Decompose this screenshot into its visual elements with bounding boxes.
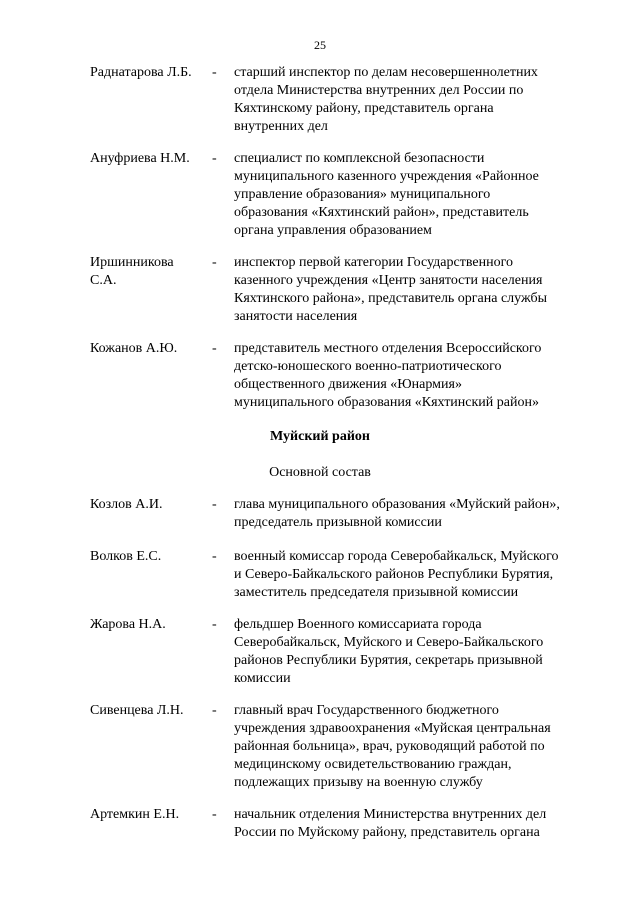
dash: -	[212, 341, 217, 356]
page-number: 25	[314, 38, 326, 52]
member-name	[90, 806, 210, 824]
name-line: Жарова Н.А.	[90, 617, 166, 632]
member-name	[90, 548, 210, 566]
role-line: управление образования» муниципального	[234, 187, 491, 202]
role-line: занятости населения	[234, 309, 358, 324]
name-line: Волков Е.С.	[90, 549, 162, 564]
role-line: детско-юношеского военно-патриотического	[234, 359, 502, 374]
role-line: муниципального образования «Кяхтинский район»	[234, 395, 539, 410]
role-line: комиссии	[234, 671, 291, 686]
role-line: России по Муйскому району, представитель органа	[234, 825, 540, 840]
member-role	[234, 806, 584, 842]
role-line: Кяхтинского района», представитель органа службы	[234, 291, 548, 306]
member-name	[90, 496, 210, 514]
dash: -	[212, 807, 217, 822]
role-line: председатель призывной комиссии	[234, 515, 442, 530]
role-line: медицинскому освидетельствованию граждан,	[234, 757, 512, 772]
role-line: общественного движения «Юнармия»	[234, 377, 462, 392]
composition-subheading: Основной состав	[269, 465, 371, 480]
role-line: органа управления образованием	[234, 223, 432, 238]
role-line: глава муниципального образования «Муйский район»,	[234, 497, 560, 512]
role-line: районов Республики Бурятия, секретарь призывной	[234, 653, 543, 668]
member-role	[234, 496, 584, 532]
name-line: Кожанов А.Ю.	[90, 341, 178, 356]
dash: -	[212, 497, 217, 512]
role-line: фельдшер Военного комиссариата города	[234, 617, 482, 632]
role-line: главный врач Государственного бюджетного	[234, 703, 499, 718]
name-line: Иршинникова	[90, 255, 174, 270]
role-line: отдела Министерства внутренних дел России по	[234, 83, 524, 98]
dash: -	[212, 617, 217, 632]
dash: -	[212, 151, 217, 166]
name-line: Козлов А.И.	[90, 497, 163, 512]
role-line: начальник отделения Министерства внутренних дел	[234, 807, 547, 822]
member-role	[234, 254, 584, 326]
role-line: подлежащих призыву на военную службу	[234, 775, 483, 790]
name-line: Артемкин Е.Н.	[90, 807, 180, 822]
role-line: Северобайкальск, Муйского и Северо-Байкальского	[234, 635, 544, 650]
member-role	[234, 150, 584, 240]
member-name	[90, 64, 210, 82]
name-line: С.А.	[90, 273, 117, 288]
member-role	[234, 340, 584, 412]
role-line: внутренних дел	[234, 119, 328, 134]
role-line: районная больница», врач, руководящий работой по	[234, 739, 545, 754]
member-name	[90, 616, 210, 634]
role-line: старший инспектор по делам несовершеннолетних	[234, 65, 538, 80]
role-line: казенного учреждения «Центр занятости населения	[234, 273, 543, 288]
role-line: и Северо-Байкальского районов Республики Бурятия,	[234, 567, 554, 582]
role-line: Кяхтинскому районy, представитель органа	[234, 101, 494, 116]
role-line: специалист по комплексной безопасности	[234, 151, 485, 166]
role-line: заместитель председателя призывной комиссии	[234, 585, 519, 600]
member-name	[90, 340, 210, 358]
dash: -	[212, 703, 217, 718]
member-name	[90, 150, 210, 168]
role-line: образования «Кяхтинский район», представитель	[234, 205, 529, 220]
member-role	[234, 64, 584, 136]
name-line: Раднатарова Л.Б.	[90, 65, 192, 80]
member-name	[90, 702, 210, 720]
role-line: представитель местного отделения Всероссийского	[234, 341, 542, 356]
name-line: Ануфриева Н.М.	[90, 151, 190, 166]
member-role	[234, 548, 584, 602]
dash: -	[212, 65, 217, 80]
member-name	[90, 254, 210, 290]
member-role	[234, 616, 584, 688]
district-heading: Муйский район	[270, 429, 370, 444]
role-line: муниципального казенного учреждения «Районное	[234, 169, 539, 184]
role-line: учреждения здравоохранения «Муйская центральная	[234, 721, 551, 736]
dash: -	[212, 255, 217, 270]
member-role	[234, 702, 584, 792]
dash: -	[212, 549, 217, 564]
role-line: военный комиссар города Северобайкальск, Муйского	[234, 549, 559, 564]
role-line: инспектор первой категории Государственного	[234, 255, 513, 270]
name-line: Сивенцева Л.Н.	[90, 703, 184, 718]
